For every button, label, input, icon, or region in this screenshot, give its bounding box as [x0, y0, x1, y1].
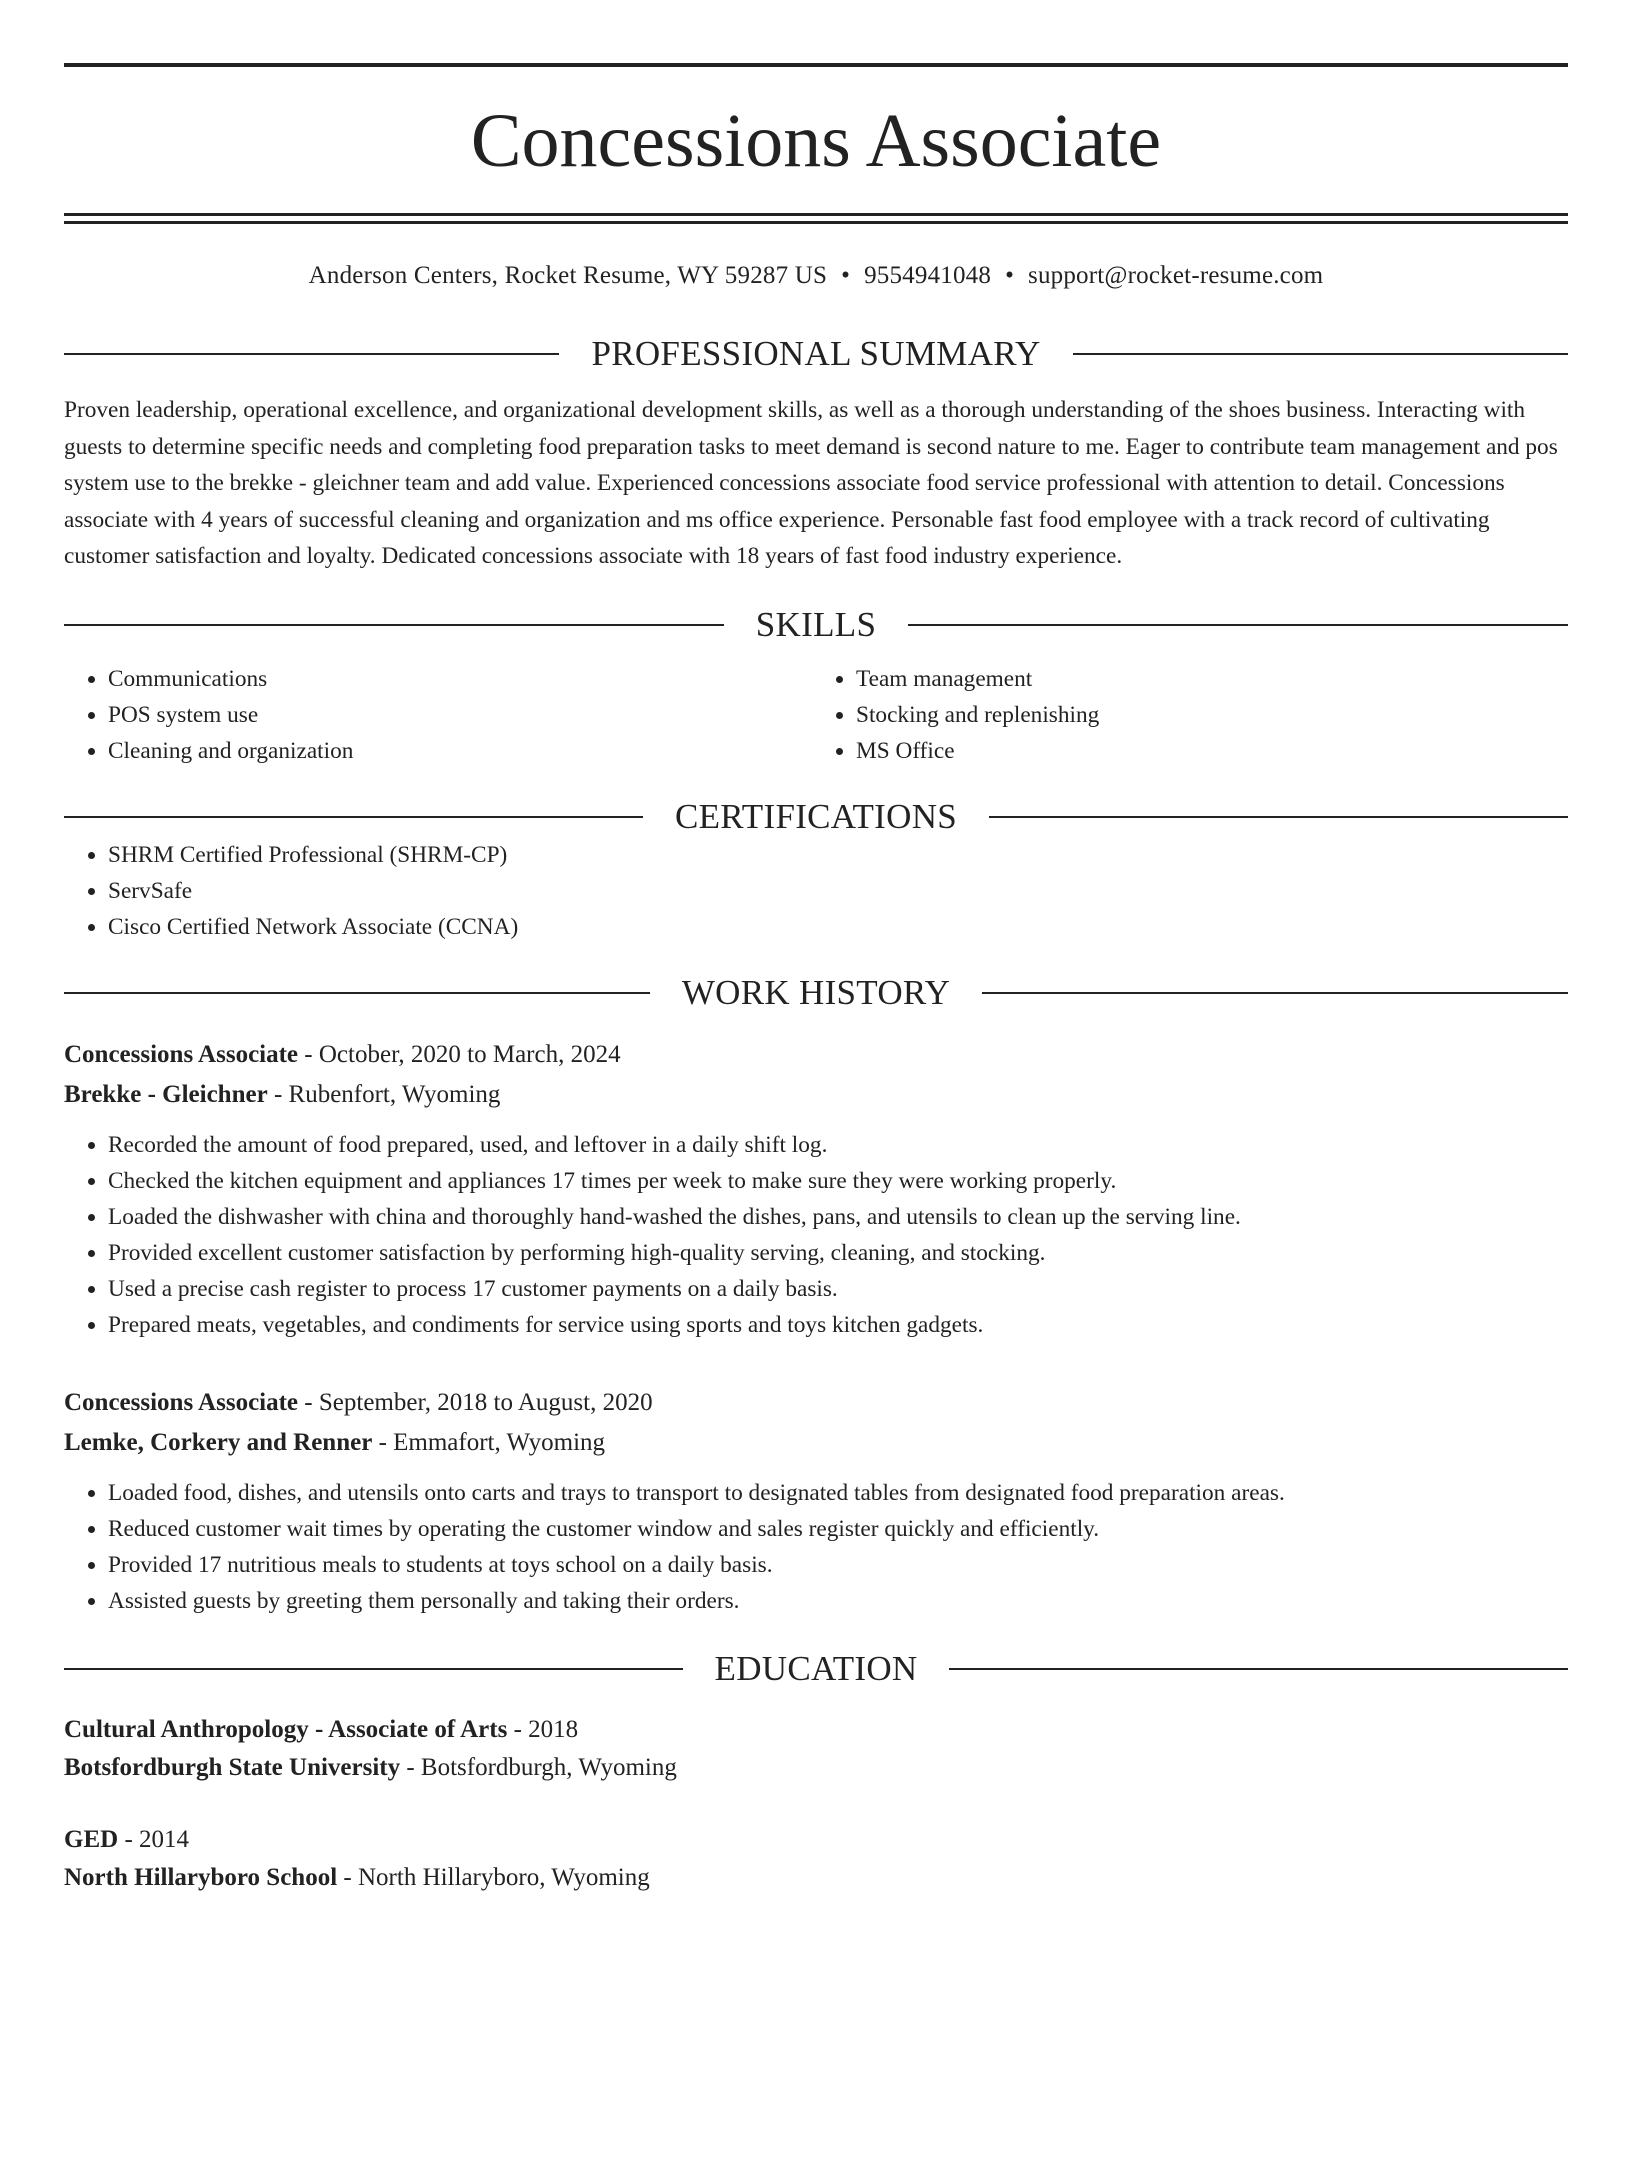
- section-heading-skills: [64, 605, 1568, 645]
- heading-rule: [982, 992, 1568, 994]
- heading-rule: [64, 353, 559, 355]
- job-entry: [64, 1383, 1568, 1619]
- job-title-line: [64, 1383, 1568, 1423]
- section-title: EDUCATION: [714, 1648, 918, 1688]
- summary-paragraph: Proven leadership, operational excellence, and organizational development skills, as well as a thorough understanding of the shoes business. Interacting with guests to determine specific needs and completing food preparation tasks to meet demand is second nature to me. Eager to contribute team management and pos system use to the brekke - gleichner team and add value. Experienced concessions associate food service professional with attention to detail. Concessions associate with 4 years of successful cleaning and organization and ms office experience. Personable fast food employee with a track record of cultivating customer satisfaction and loyalty. Dedicated concessions associate with 18 years of fast food industry experience.: [64, 397, 1558, 570]
- skill-item: • POS system use: [108, 697, 820, 733]
- education-location: - Botsfordburgh, Wyoming: [400, 1753, 677, 1781]
- job-dates: - October, 2020 to March, 2024: [298, 1040, 621, 1068]
- skill-item: • Stocking and replenishing: [856, 697, 1568, 733]
- education-school: North Hillaryboro School: [64, 1863, 338, 1891]
- skill-item: • Cleaning and organization: [108, 733, 820, 769]
- job-duty: • Prepared meats, vegetables, and condiments for service using sports and toys kitchen gadgets.: [108, 1307, 1568, 1343]
- job-duty: • Loaded food, dishes, and utensils onto carts and trays to transport to designated tables from designated food preparation areas.: [108, 1475, 1568, 1511]
- education-location: - North Hillaryboro, Wyoming: [337, 1863, 650, 1891]
- heading-rule: [64, 992, 650, 994]
- certification-item: • SHRM Certified Professional (SHRM-CP): [108, 837, 1568, 873]
- certification-item: • ServSafe: [108, 873, 1568, 909]
- section-heading-certifications: [64, 797, 1568, 837]
- contact-address: Anderson Centers, Rocket Resume, WY 59287 US: [308, 262, 828, 289]
- certification-list: [64, 837, 1568, 945]
- section-heading-education: [64, 1649, 1568, 1689]
- job-company-line: [64, 1423, 1568, 1463]
- job-duty: • Used a precise cash register to process 17 customer payments on a daily basis.: [108, 1271, 1568, 1307]
- education-entry: [64, 1821, 1568, 1897]
- job-duty: • Recorded the amount of food prepared, used, and leftover in a daily shift log.: [108, 1127, 1568, 1163]
- section-title: WORK HISTORY: [681, 972, 951, 1012]
- section-title: PROFESSIONAL SUMMARY: [591, 334, 1041, 373]
- education-degree: GED: [64, 1825, 119, 1853]
- heading-rule: [949, 1668, 1568, 1670]
- job-company-line: [64, 1075, 1568, 1115]
- education-degree-line: [64, 1821, 1568, 1859]
- page-title: Concessions Associate: [470, 99, 1162, 183]
- education-degree-line: [64, 1711, 1568, 1749]
- skill-item: • MS Office: [856, 733, 1568, 769]
- title-double-rule: [64, 213, 1568, 224]
- job-title-line: [64, 1035, 1568, 1075]
- contact-line: [64, 260, 1568, 292]
- education-year: - 2014: [118, 1825, 190, 1853]
- job-entry: [64, 1035, 1568, 1343]
- contact-separator: •: [841, 262, 851, 289]
- job-dates: - September, 2018 to August, 2020: [298, 1388, 653, 1416]
- heading-rule: [1073, 353, 1568, 355]
- education-year: - 2018: [507, 1715, 579, 1743]
- resume-page: [0, 63, 1632, 2175]
- job-role: Concessions Associate: [64, 1388, 299, 1416]
- heading-rule: [64, 624, 724, 626]
- skill-item: • Communications: [108, 661, 820, 697]
- job-role: Concessions Associate: [64, 1040, 299, 1068]
- heading-rule: [989, 816, 1568, 818]
- education-school: Botsfordburgh State University: [64, 1753, 401, 1781]
- education-school-line: [64, 1749, 1568, 1787]
- section-heading-work-history: [64, 973, 1568, 1013]
- job-company: Lemke, Corkery and Renner: [64, 1428, 373, 1456]
- job-duty: • Provided excellent customer satisfaction by performing high-quality serving, cleaning, and stocking.: [108, 1235, 1568, 1271]
- education-school-line: [64, 1859, 1568, 1897]
- contact-phone: 9554941048: [864, 262, 992, 289]
- certification-item: • Cisco Certified Network Associate (CCNA): [108, 909, 1568, 945]
- skills-right-column: [820, 661, 1568, 769]
- education-entry: [64, 1711, 1568, 1787]
- job-duty: • Checked the kitchen equipment and appliances 17 times per week to make sure they were working properly.: [108, 1163, 1568, 1199]
- job-duty: • Loaded the dishwasher with china and thoroughly hand-washed the dishes, pans, and utensils to clean up the serving line.: [108, 1199, 1568, 1235]
- job-duties-list: [64, 1475, 1568, 1619]
- heading-rule: [908, 624, 1568, 626]
- job-duty: • Provided 17 nutritious meals to students at toys school on a daily basis.: [108, 1547, 1568, 1583]
- heading-rule: [64, 1668, 683, 1670]
- skills-left-column: [64, 661, 820, 769]
- skill-item: • Team management: [856, 661, 1568, 697]
- top-rule: [64, 63, 1568, 67]
- education-degree: Cultural Anthropology - Associate of Arts: [64, 1715, 508, 1743]
- skills-grid: [64, 661, 1568, 769]
- section-title: CERTIFICATIONS: [674, 796, 958, 836]
- heading-rule: [64, 816, 643, 818]
- contact-email: support@rocket-resume.com: [1028, 262, 1324, 289]
- job-duty: • Reduced customer wait times by operating the customer window and sales register quickly and efficiently.: [108, 1511, 1568, 1547]
- section-title: SKILLS: [755, 604, 877, 644]
- section-heading-summary: [64, 334, 1568, 374]
- job-location: - Emmafort, Wyoming: [372, 1428, 606, 1456]
- job-location: - Rubenfort, Wyoming: [267, 1080, 501, 1108]
- job-company: Brekke - Gleichner: [64, 1080, 268, 1108]
- contact-separator: •: [1005, 262, 1015, 289]
- job-duty: • Assisted guests by greeting them personally and taking their orders.: [108, 1583, 1568, 1619]
- job-duties-list: [64, 1127, 1568, 1343]
